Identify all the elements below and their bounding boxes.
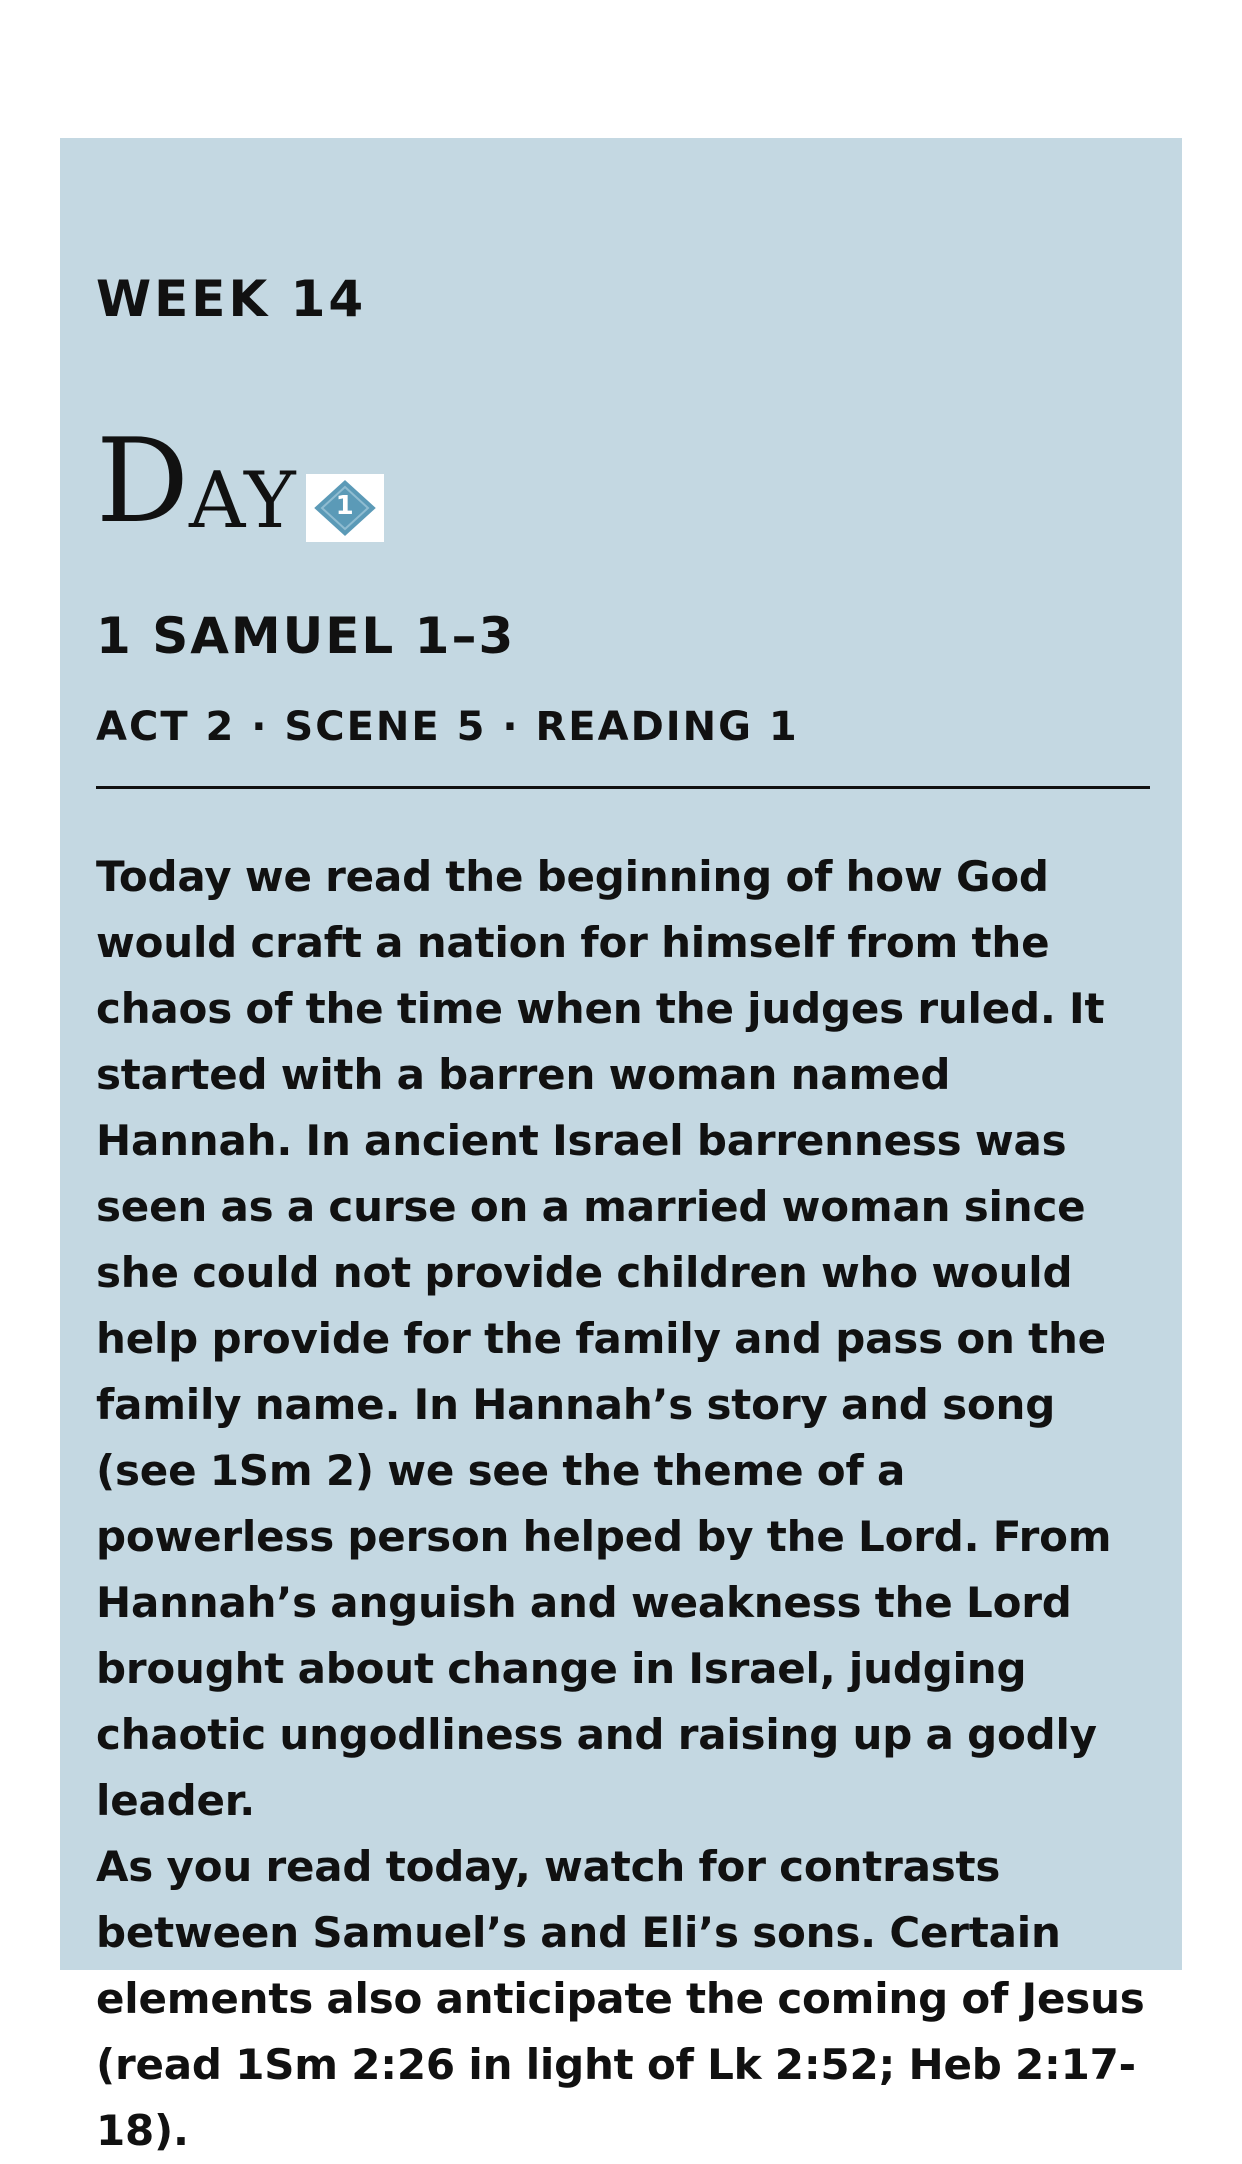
reading-intro [96,844,1150,2164]
day-number-badge [306,474,384,542]
day-title-first-letter: D [96,414,190,549]
reading-card [60,138,1182,2155]
week-label: WEEK 14 [96,270,367,328]
passage-reference: 1 SAMUEL 1–3 [96,607,516,665]
day-number: 1 [335,491,354,521]
intro-paragraph: As you read today, watch for contrasts between Samuel’s and Eli’s sons. Certain elements also anticipate the coming of Jesus (read 1Sm 2:26 in light of Lk 2:52; Heb 2:17-18). [96,1842,1145,2155]
intro-paragraph: Today we read the beginning of how God would craft a nation for himself from the chaos of the time when the judges ruled. It started with a barren woman named Hannah. In ancient Israel barrenness was seen as a curse on a married woman since she could not provide children who would help provide for the family and pass on the family name. In Hannah’s story and song (see 1Sm 2) we see the theme of a powerless person helped by the Lord. From Hannah’s anguish and weakness the Lord brought about change in Israel, judging chaotic ungodliness and raising up a godly leader. [96,852,1112,1825]
day-title-rest: AY [189,456,298,546]
day-heading [96,414,384,549]
divider [96,786,1150,789]
reading-subtitle: ACT 2 · SCENE 5 · READING 1 [96,704,799,750]
